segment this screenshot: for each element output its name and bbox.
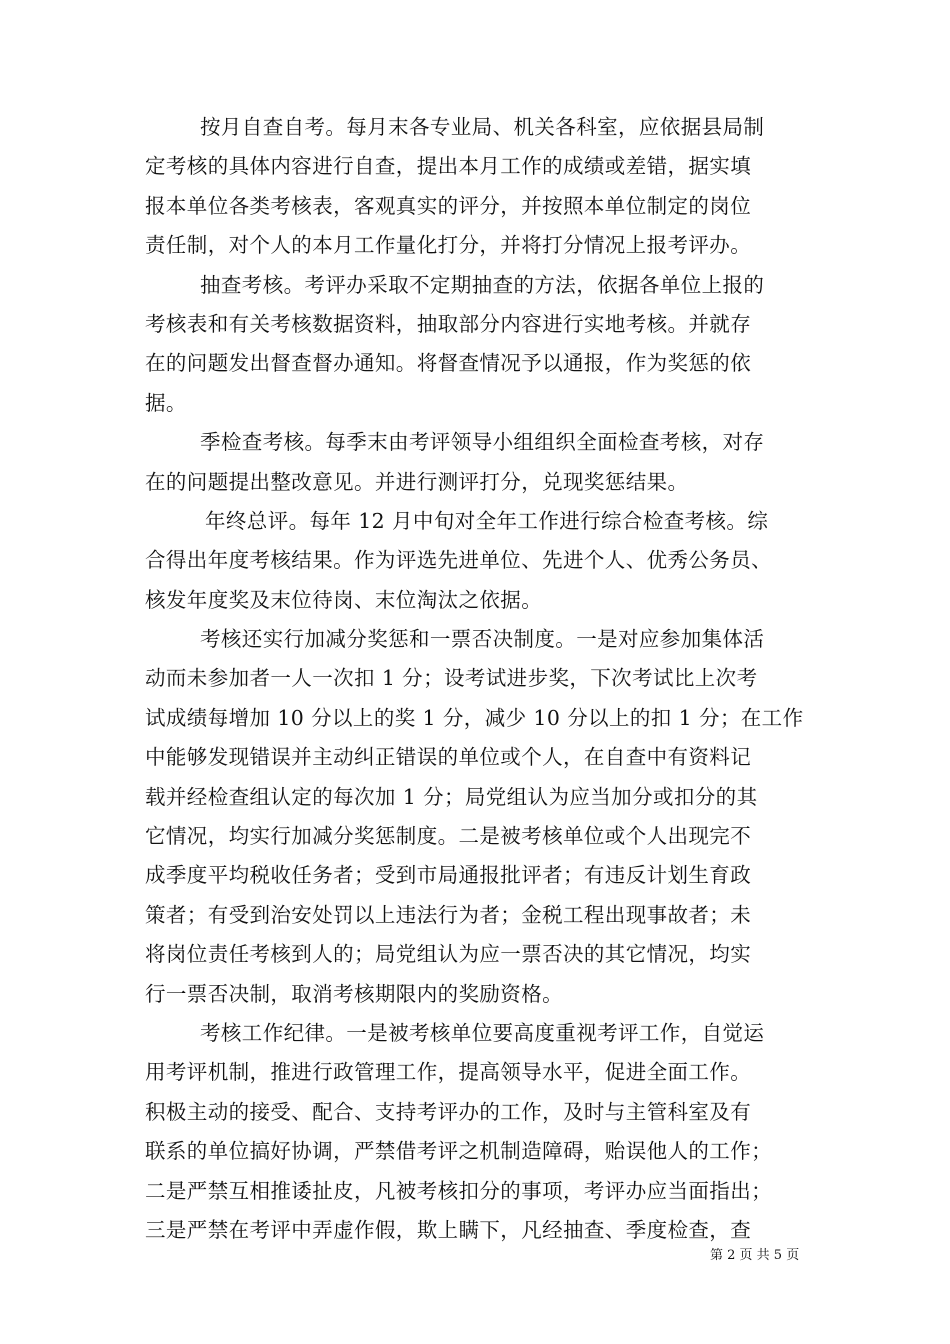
paragraph-line: 考核工作纪律。一是被考核单位要高度重视考评工作，自觉运 (200, 1020, 765, 1045)
paragraph-line: 年终总评。每年 12 月中旬对全年工作进行综合检查考核。综 (205, 508, 769, 533)
paragraph-line: 动而未参加者一人一次扣 1 分；设考试进步奖，下次考试比上次考 (145, 666, 758, 691)
paragraph-line: 按月自查自考。每月末各专业局、机关各科室，应依据县局制 (200, 115, 765, 139)
paragraph-line: 季检查考核。每季末由考评领导小组组织全面检查考核，对存 (200, 430, 765, 455)
paragraph-line: 抽查考核。考评办采取不定期抽查的方法，依据各单位上报的 (200, 272, 765, 297)
paragraph-line: 用考评机制，推进行政管理工作，提高领导水平，促进全面工作。 (145, 1060, 752, 1085)
paragraph-line: 核发年度奖及末位待岗、末位淘汰之依据。 (145, 587, 543, 612)
paragraph-line: 责任制，对个人的本月工作量化打分，并将打分情况上报考评办。 (145, 233, 752, 258)
paragraph-line: 考核表和有关考核数据资料，抽取部分内容进行实地考核。并就存 (145, 311, 752, 336)
paragraph-line: 报本单位各类考核表，客观真实的评分，并按照本单位制定的岗位 (145, 193, 752, 218)
paragraph-line: 合得出年度考核结果。作为评选先进单位、先进个人、优秀公务员、 (145, 548, 772, 573)
paragraph-line: 据。 (145, 390, 187, 415)
page-number-footer: 第 2 页 共 5 页 (710, 1248, 800, 1263)
paragraph-line: 它情况，均实行加减分奖惩制度。二是被考核单位或个人出现完不 (145, 824, 752, 849)
paragraph-line: 中能够发现错误并主动纠正错误的单位或个人，在自查中有资料记 (145, 745, 752, 770)
paragraph-line: 载并经检查组认定的每次加 1 分；局党组认为应当加分或扣分的其 (145, 784, 758, 809)
paragraph-line: 考核还实行加减分奖惩和一票否决制度。一是对应参加集体活 (200, 627, 765, 652)
paragraph-line: 成季度平均税收任务者；受到市局通报批评者；有违反计划生育政 (145, 863, 752, 888)
paragraph-line: 联系的单位搞好协调，严禁借考评之机制造障碍，贻误他人的工作； (145, 1139, 772, 1164)
paragraph-line: 在的问题提出整改意见。并进行测评打分，兑现奖惩结果。 (145, 469, 689, 494)
paragraph-line: 行一票否决制，取消考核期限内的奖励资格。 (145, 981, 563, 1006)
paragraph-line: 在的问题发出督查督办通知。将督查情况予以通报，作为奖惩的依 (145, 351, 752, 376)
paragraph-line: 策者；有受到治安处罚以上违法行为者；金税工程出现事故者；未 (145, 902, 752, 927)
paragraph-line: 定考核的具体内容进行自查，提出本月工作的成绩或差错，据实填 (145, 154, 752, 179)
paragraph-line: 积极主动的接受、配合、支持考评办的工作，及时与主管科室及有 (145, 1099, 752, 1124)
paragraph-line: 将岗位责任考核到人的；局党组认为应一票否决的其它情况，均实 (145, 942, 752, 967)
document-body (145, 108, 810, 1250)
paragraph-line: 二是严禁互相推诿扯皮，凡被考核扣分的事项，考评办应当面指出； (145, 1178, 772, 1203)
paragraph-line: 三是严禁在考评中弄虚作假，欺上瞒下，凡经抽查、季度检查，查 (145, 1217, 752, 1242)
paragraph-line: 试成绩每增加 10 分以上的奖 1 分，减少 10 分以上的扣 1 分；在工作 (145, 705, 804, 730)
